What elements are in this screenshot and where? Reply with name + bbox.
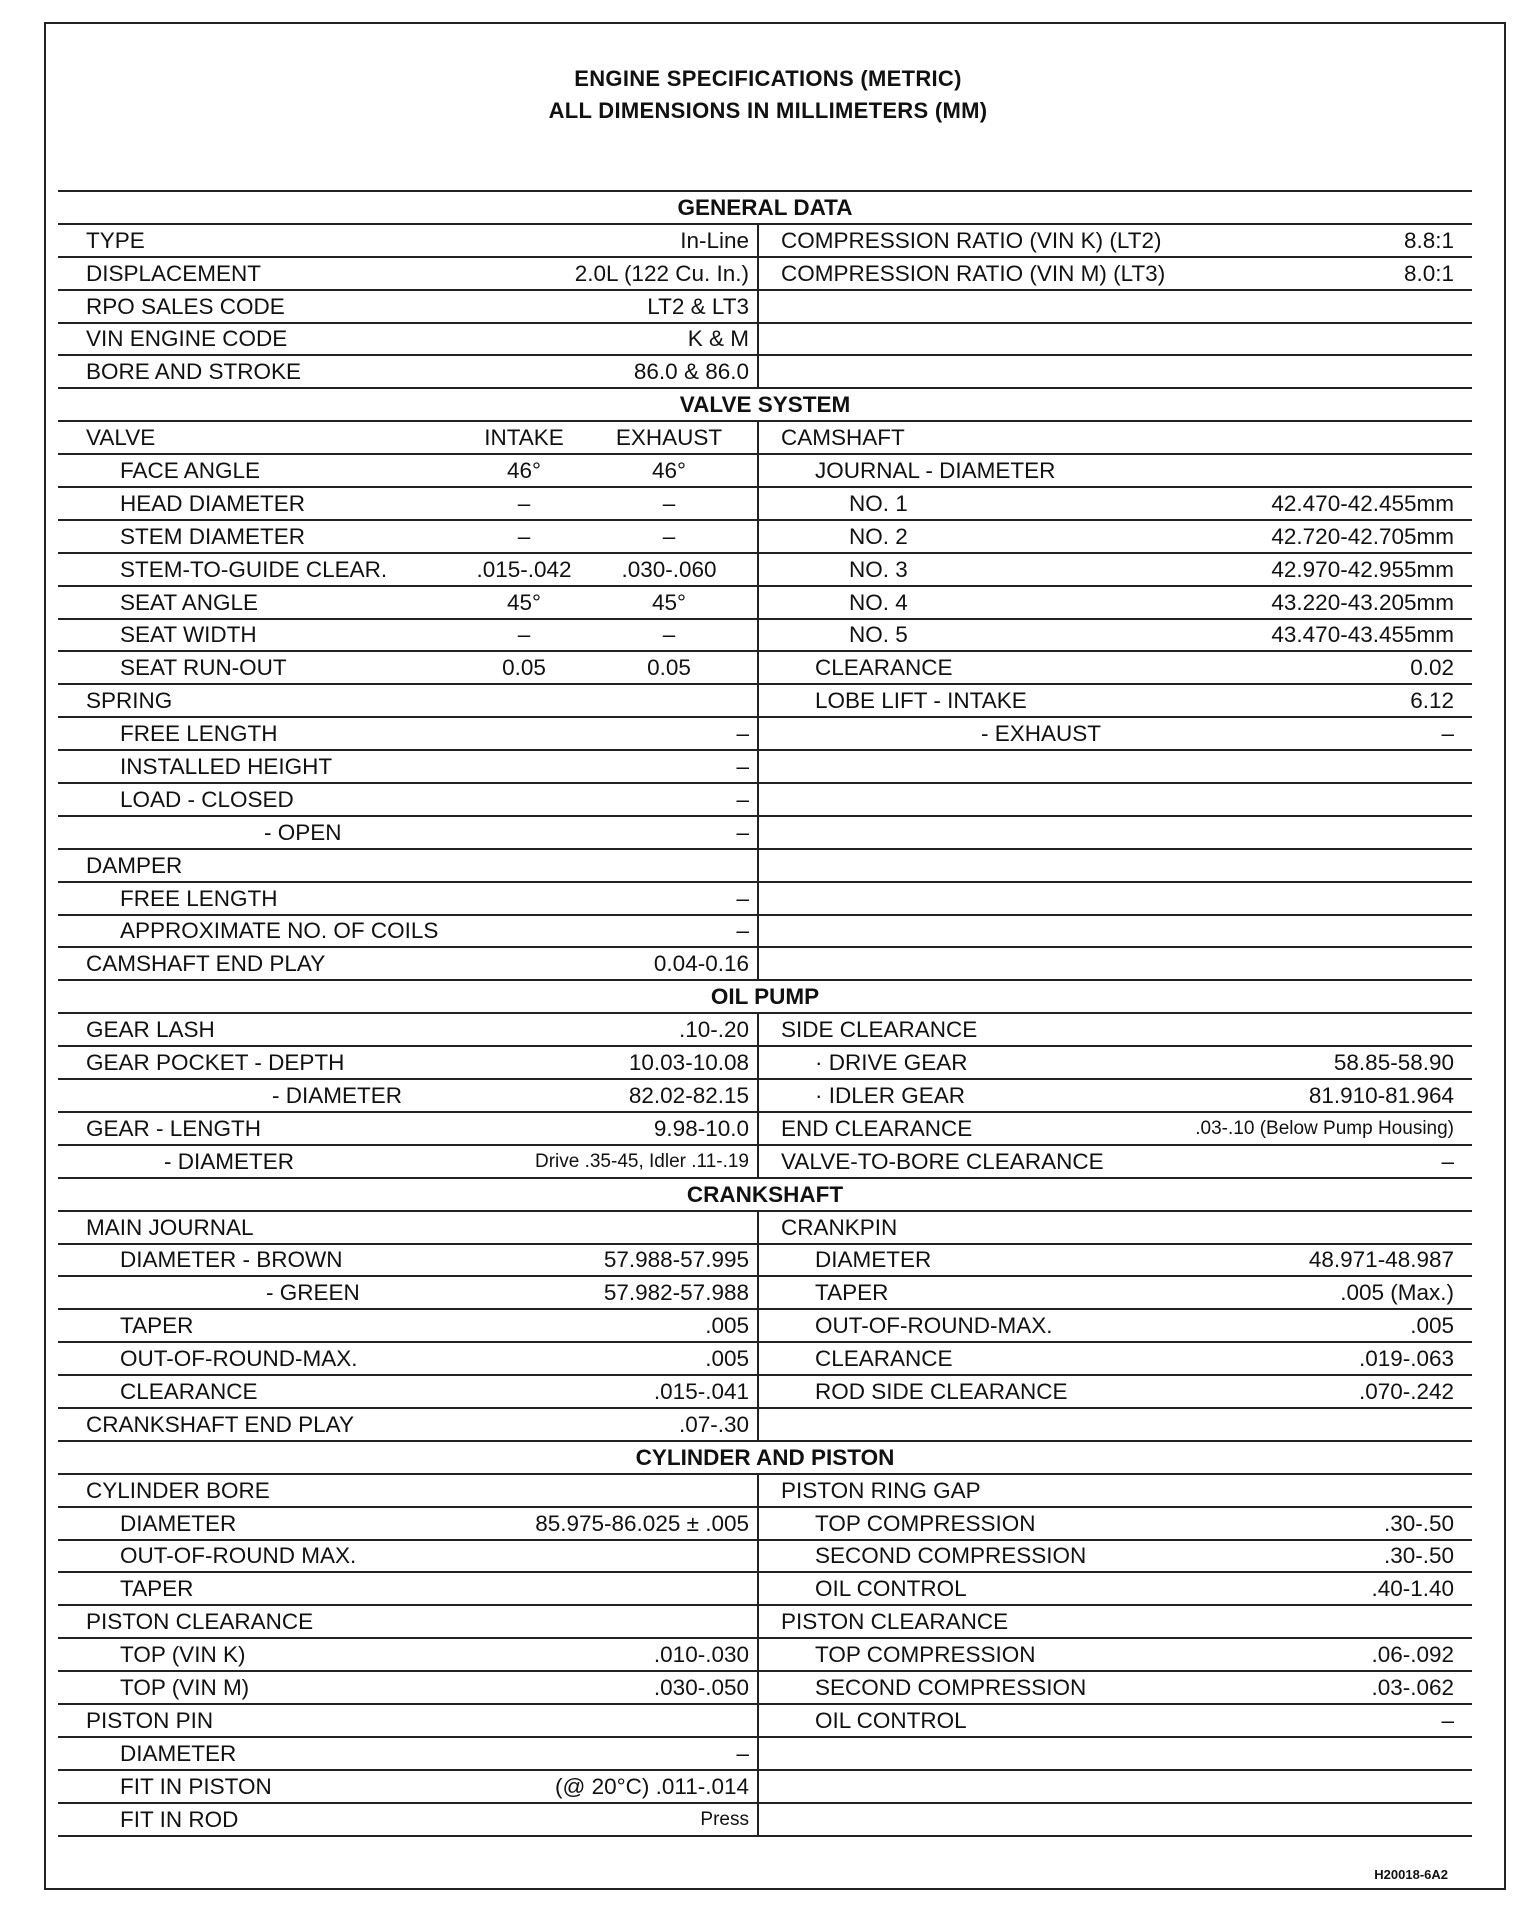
spec-label: OUT-OF-ROUND-MAX. bbox=[815, 1313, 1053, 1339]
spec-value: 9.98-10.0 bbox=[653, 1115, 749, 1141]
spec-value: K & M bbox=[687, 326, 749, 352]
spec-label: CYLINDER BORE bbox=[86, 1477, 270, 1503]
spec-label: NO. 5 bbox=[849, 622, 908, 648]
table-row bbox=[58, 1276, 1472, 1309]
column-header-exhaust: EXHAUST bbox=[615, 425, 723, 451]
table-row bbox=[58, 1572, 1472, 1605]
spec-label: DIAMETER bbox=[815, 1247, 932, 1273]
spec-value: (@ 20°C) .011-.014 bbox=[554, 1773, 749, 1799]
table-row bbox=[58, 1211, 1472, 1244]
spec-label: NO. 1 bbox=[849, 490, 908, 516]
spec-label: GEAR LASH bbox=[86, 1017, 215, 1043]
spec-label: TAPER bbox=[120, 1313, 194, 1339]
intake-value: 0.05 bbox=[502, 655, 546, 681]
table-row bbox=[58, 1309, 1472, 1342]
spec-label: FREE LENGTH bbox=[120, 721, 278, 747]
spec-value: 57.988-57.995 bbox=[603, 1247, 749, 1273]
document-id: H20018-6A2 bbox=[1374, 1867, 1448, 1882]
table-row bbox=[58, 553, 1472, 586]
section-oil-pump: OIL PUMP bbox=[58, 980, 1472, 1013]
exhaust-value: 46° bbox=[651, 458, 687, 484]
table-row bbox=[58, 717, 1472, 750]
intake-value: 45° bbox=[506, 589, 542, 615]
spec-label: BORE AND STROKE bbox=[86, 359, 302, 385]
table-row bbox=[58, 750, 1472, 783]
spec-label: GEAR POCKET - DEPTH bbox=[86, 1050, 345, 1076]
spec-label: TOP (VIN M) bbox=[120, 1674, 250, 1700]
spec-value: .03-.10 (Below Pump Housing) bbox=[1195, 1117, 1455, 1139]
spec-label: END CLEARANCE bbox=[781, 1115, 973, 1141]
spec-label: PISTON CLEARANCE bbox=[86, 1609, 314, 1635]
spec-value: .40-1.40 bbox=[1371, 1576, 1455, 1602]
spec-value: 8.0:1 bbox=[1403, 260, 1455, 286]
spec-value: – bbox=[736, 786, 749, 812]
table-row bbox=[58, 224, 1472, 257]
spec-value: – bbox=[1441, 1707, 1455, 1733]
spec-label: COMPRESSION RATIO (VIN M) (LT3) bbox=[781, 260, 1166, 286]
spec-value: Press bbox=[700, 1808, 749, 1830]
spec-label: DIAMETER - BROWN bbox=[120, 1247, 343, 1273]
spec-label: CRANKPIN bbox=[781, 1214, 898, 1240]
spec-label: CLEARANCE bbox=[120, 1378, 258, 1404]
table-row bbox=[58, 1145, 1472, 1178]
table-row bbox=[58, 323, 1472, 356]
table-row bbox=[58, 849, 1472, 882]
table-row bbox=[58, 1079, 1472, 1112]
spec-value: .005 bbox=[1410, 1313, 1455, 1339]
spec-label: - DIAMETER bbox=[164, 1148, 295, 1174]
spec-label: DAMPER bbox=[86, 852, 183, 878]
page-title: ENGINE SPECIFICATIONS (METRIC) bbox=[574, 66, 962, 91]
spec-label: SPRING bbox=[86, 688, 173, 714]
spec-value: – bbox=[736, 1740, 749, 1766]
table-row bbox=[58, 915, 1472, 948]
spec-label: DISPLACEMENT bbox=[86, 260, 262, 286]
spec-value: .030-.050 bbox=[653, 1674, 749, 1700]
spec-value: .10-.20 bbox=[678, 1017, 749, 1043]
spec-label: PISTON PIN bbox=[86, 1707, 214, 1733]
spec-label: NO. 2 bbox=[849, 523, 908, 549]
exhaust-value: .030-.060 bbox=[621, 556, 717, 582]
table-row bbox=[58, 1046, 1472, 1079]
spec-value: .005 bbox=[705, 1313, 749, 1339]
spec-label: - EXHAUST bbox=[981, 721, 1102, 747]
spec-value: – bbox=[736, 721, 749, 747]
table-row bbox=[58, 1803, 1472, 1836]
table-row bbox=[58, 1671, 1472, 1704]
table-row bbox=[58, 1375, 1472, 1408]
spec-label: SIDE CLEARANCE bbox=[781, 1017, 978, 1043]
intake-value: 46° bbox=[506, 458, 542, 484]
table-row bbox=[58, 1112, 1472, 1145]
spec-label: LOAD - CLOSED bbox=[120, 786, 294, 812]
spec-value: .005 bbox=[705, 1346, 749, 1372]
table-row bbox=[58, 257, 1472, 290]
exhaust-value: 0.05 bbox=[647, 655, 691, 681]
spec-label: ROD SIDE CLEARANCE bbox=[815, 1378, 1068, 1404]
spec-label: STEM-TO-GUIDE CLEAR. bbox=[120, 556, 388, 582]
column-header-intake: INTAKE bbox=[484, 425, 564, 451]
spec-value: 0.02 bbox=[1410, 655, 1455, 681]
spec-label: MAIN JOURNAL bbox=[86, 1214, 254, 1240]
spec-label: SEAT RUN-OUT bbox=[120, 655, 287, 681]
spec-label: - DIAMETER bbox=[272, 1082, 403, 1108]
spec-value: In-Line bbox=[680, 227, 749, 253]
exhaust-value: – bbox=[662, 523, 676, 549]
spec-value: 81.910-81.964 bbox=[1308, 1082, 1455, 1108]
spec-value: 6.12 bbox=[1410, 688, 1455, 714]
spec-label: OIL CONTROL bbox=[815, 1707, 967, 1733]
spec-label: VIN ENGINE CODE bbox=[86, 326, 288, 352]
table-row bbox=[58, 816, 1472, 849]
table-row bbox=[58, 1408, 1472, 1441]
table-row bbox=[58, 947, 1472, 980]
section-cylinder-piston: CYLINDER AND PISTON bbox=[58, 1441, 1472, 1474]
spec-value: – bbox=[736, 754, 749, 780]
intake-value: – bbox=[517, 490, 531, 516]
table-row bbox=[58, 1638, 1472, 1671]
spec-value: .005 (Max.) bbox=[1340, 1280, 1455, 1306]
spec-table bbox=[58, 190, 1472, 1837]
table-row bbox=[58, 1605, 1472, 1638]
spec-label: SECOND COMPRESSION bbox=[815, 1543, 1087, 1569]
table-row bbox=[58, 684, 1472, 717]
spec-value: – bbox=[736, 918, 749, 944]
spec-label: - OPEN bbox=[264, 819, 342, 845]
spec-value: .015-.041 bbox=[653, 1378, 749, 1404]
spec-label: STEM DIAMETER bbox=[120, 523, 306, 549]
spec-label: GEAR - LENGTH bbox=[86, 1115, 262, 1141]
spec-value: .010-.030 bbox=[653, 1642, 749, 1668]
spec-label: CLEARANCE bbox=[815, 655, 953, 681]
spec-value: 42.970-42.955mm bbox=[1271, 556, 1455, 582]
spec-label: TAPER bbox=[815, 1280, 889, 1306]
spec-value: – bbox=[1441, 1148, 1455, 1174]
spec-label: INSTALLED HEIGHT bbox=[120, 754, 333, 780]
spec-value: 48.971-48.987 bbox=[1308, 1247, 1455, 1273]
spec-label: PISTON RING GAP bbox=[781, 1477, 981, 1503]
spec-label: SEAT ANGLE bbox=[120, 589, 258, 615]
spec-label: JOURNAL - DIAMETER bbox=[815, 458, 1056, 484]
table-row bbox=[58, 1737, 1472, 1770]
table-row bbox=[58, 290, 1472, 323]
spec-value: 86.0 & 86.0 bbox=[633, 359, 749, 385]
spec-label: OUT-OF-ROUND MAX. bbox=[120, 1543, 357, 1569]
spec-label: CLEARANCE bbox=[815, 1346, 953, 1372]
intake-value: – bbox=[517, 622, 531, 648]
spec-label: APPROXIMATE NO. OF COILS bbox=[120, 918, 439, 944]
spec-value: – bbox=[736, 819, 749, 845]
page-subtitle: ALL DIMENSIONS IN MILLIMETERS (MM) bbox=[548, 98, 988, 123]
spec-label: · IDLER GEAR bbox=[815, 1082, 966, 1108]
spec-value: .070-.242 bbox=[1358, 1378, 1455, 1404]
section-general: GENERAL DATA bbox=[58, 191, 1472, 224]
spec-label: RPO SALES CODE bbox=[86, 293, 285, 319]
spec-value: 42.470-42.455mm bbox=[1271, 490, 1455, 516]
spec-label: TOP (VIN K) bbox=[120, 1642, 246, 1668]
table-row bbox=[58, 520, 1472, 553]
spec-label: NO. 4 bbox=[849, 589, 908, 615]
spec-label: FIT IN ROD bbox=[120, 1806, 239, 1832]
spec-value: .30-.50 bbox=[1383, 1510, 1455, 1536]
spec-value: 85.975-86.025 ± .005 bbox=[535, 1510, 749, 1536]
section-valve: VALVE SYSTEM bbox=[58, 388, 1472, 421]
table-row bbox=[58, 1013, 1472, 1046]
spec-label: - GREEN bbox=[266, 1280, 360, 1306]
spec-label: FREE LENGTH bbox=[120, 885, 278, 911]
spec-label: OIL CONTROL bbox=[815, 1576, 967, 1602]
spec-value: 2.0L (122 Cu. In.) bbox=[574, 260, 749, 286]
spec-value: .06-.092 bbox=[1371, 1642, 1455, 1668]
spec-label: VALVE bbox=[86, 425, 156, 451]
spec-label: COMPRESSION RATIO (VIN K) (LT2) bbox=[781, 227, 1162, 253]
table-row bbox=[58, 421, 1472, 454]
table-row bbox=[58, 882, 1472, 915]
table-row bbox=[58, 1770, 1472, 1803]
spec-value: – bbox=[1441, 721, 1455, 747]
table-row bbox=[58, 355, 1472, 388]
spec-label: TAPER bbox=[120, 1576, 194, 1602]
spec-label: CRANKSHAFT END PLAY bbox=[86, 1411, 354, 1437]
spec-label: CAMSHAFT bbox=[781, 425, 905, 451]
intake-value: .015-.042 bbox=[476, 556, 572, 582]
table-row bbox=[58, 1474, 1472, 1507]
spec-value: 8.8:1 bbox=[1403, 227, 1455, 253]
spec-value: LT2 & LT3 bbox=[647, 293, 749, 319]
spec-label: TOP COMPRESSION bbox=[815, 1642, 1036, 1668]
spec-label: LOBE LIFT - INTAKE bbox=[815, 688, 1027, 714]
section-crankshaft: CRANKSHAFT bbox=[58, 1178, 1472, 1211]
exhaust-value: – bbox=[662, 490, 676, 516]
spec-label: DIAMETER bbox=[120, 1740, 237, 1766]
spec-label: TOP COMPRESSION bbox=[815, 1510, 1036, 1536]
spec-label: TYPE bbox=[86, 227, 145, 253]
table-row bbox=[58, 1244, 1472, 1277]
spec-value: 43.470-43.455mm bbox=[1271, 622, 1455, 648]
spec-value: 57.982-57.988 bbox=[603, 1280, 749, 1306]
spec-label: HEAD DIAMETER bbox=[120, 490, 306, 516]
spec-value: .07-.30 bbox=[678, 1411, 749, 1437]
table-row bbox=[58, 619, 1472, 652]
spec-value: .03-.062 bbox=[1371, 1674, 1455, 1700]
spec-value: 43.220-43.205mm bbox=[1271, 589, 1455, 615]
table-row bbox=[58, 1507, 1472, 1540]
table-row bbox=[58, 1704, 1472, 1737]
table-row bbox=[58, 783, 1472, 816]
spec-label: · DRIVE GEAR bbox=[815, 1050, 968, 1076]
spec-label: OUT-OF-ROUND-MAX. bbox=[120, 1346, 358, 1372]
spec-label: FACE ANGLE bbox=[120, 458, 261, 484]
table-row bbox=[58, 1540, 1472, 1573]
spec-label: VALVE-TO-BORE CLEARANCE bbox=[781, 1148, 1104, 1174]
table-row bbox=[58, 454, 1472, 487]
intake-value: – bbox=[517, 523, 531, 549]
spec-label: FIT IN PISTON bbox=[120, 1773, 272, 1799]
spec-label: NO. 3 bbox=[849, 556, 908, 582]
spec-label: CAMSHAFT END PLAY bbox=[86, 951, 326, 977]
table-row bbox=[58, 1342, 1472, 1375]
spec-label: SECOND COMPRESSION bbox=[815, 1674, 1087, 1700]
spec-label: DIAMETER bbox=[120, 1510, 237, 1536]
spec-value: 0.04-0.16 bbox=[653, 951, 749, 977]
exhaust-value: – bbox=[662, 622, 676, 648]
spec-label: PISTON CLEARANCE bbox=[781, 1609, 1009, 1635]
table-row bbox=[58, 487, 1472, 520]
spec-label: SEAT WIDTH bbox=[120, 622, 257, 648]
spec-value: 58.85-58.90 bbox=[1333, 1050, 1455, 1076]
spec-value: .019-.063 bbox=[1358, 1346, 1455, 1372]
table-row bbox=[58, 586, 1472, 619]
spec-value: 82.02-82.15 bbox=[628, 1082, 749, 1108]
exhaust-value: 45° bbox=[651, 589, 687, 615]
spec-value: 42.720-42.705mm bbox=[1271, 523, 1455, 549]
spec-value: .30-.50 bbox=[1383, 1543, 1455, 1569]
table-row bbox=[58, 651, 1472, 684]
spec-value: – bbox=[736, 885, 749, 911]
spec-value: 10.03-10.08 bbox=[628, 1050, 749, 1076]
spec-value: Drive .35-45, Idler .11-.19 bbox=[534, 1150, 749, 1172]
